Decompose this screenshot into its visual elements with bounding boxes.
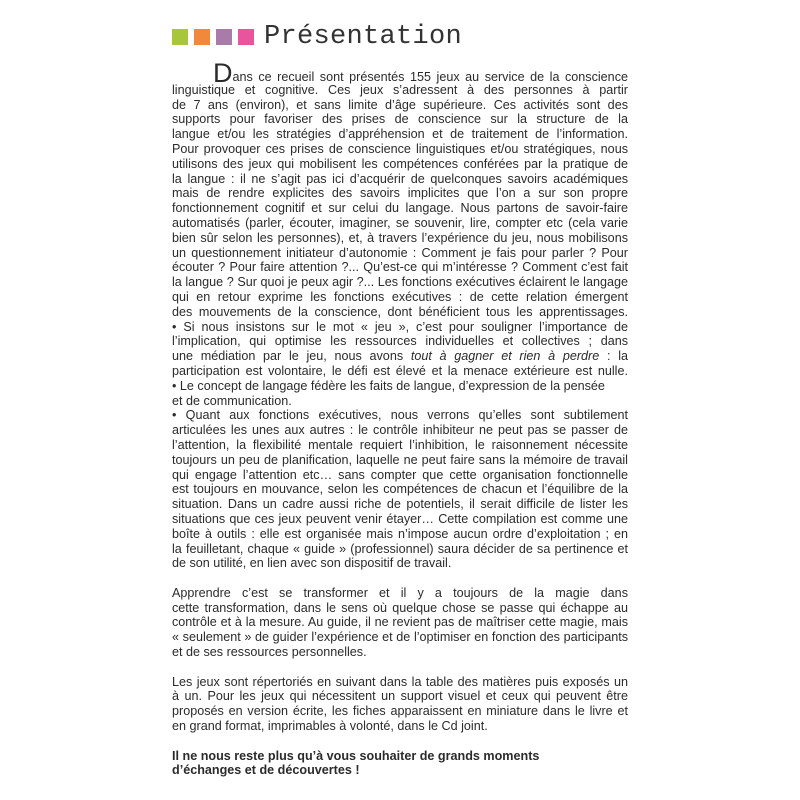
text-line: des mouvements de la conscience, dont bénéficient tous les apprentissages. <box>172 304 628 319</box>
text-line: un questionnement initiateur d’autonomie : Comment je fais pour parler ? Pour <box>172 245 628 260</box>
text-line: et de ses ressources personnelles. <box>172 645 367 660</box>
text-line: et de communication. <box>172 393 292 408</box>
paragraph-jeux <box>172 675 628 734</box>
text-line: participation est volontaire, le défi est élevé et la menace extérieure est nulle. <box>172 363 628 378</box>
italic-phrase: tout à gagner et rien à perdre <box>410 349 600 364</box>
text-line: la langue : il ne s’agit pas ici d’acquérir de quelconques savoirs académiques <box>172 171 628 186</box>
text-line: mais de rendre explicites des savoirs implicites que l’on a sur son propre <box>172 186 628 201</box>
text-line: Pour provoquer ces prises de conscience linguistiques et/ou stratégiques, nous <box>172 141 628 156</box>
paragraph-intro-end <box>172 364 628 379</box>
text-span: : la <box>599 349 628 364</box>
text-span: ans ce recueil sont présentés 155 jeux au service de la conscience <box>232 70 628 84</box>
color-square-orange <box>194 29 210 45</box>
text-line: qui en retour exprime les fonctions exécutives : de cette relation émergent <box>172 289 628 304</box>
text-line: fonctionnement cognitif et sur celui du langage. Nous partons de savoir-faire <box>172 201 628 216</box>
text-line: Il ne nous reste plus qu’à vous souhaiter de grands moments <box>172 748 540 763</box>
text-line: écouter ? Pour faire attention ?... Qu’est-ce qui m’intéresse ? Comment c’est fait <box>172 260 628 275</box>
text-line: de 7 ans (environ), et sans limite d’âge supérieure. Ces activités sont des <box>172 97 628 112</box>
text-line <box>172 58 628 88</box>
closing-statement <box>172 749 628 779</box>
paragraph-intro <box>172 58 628 349</box>
text-line: utilisons des jeux qui mobilisent les compétences conférées par la pratique de <box>172 156 628 171</box>
text-line: langue et/ou les stratégies d’appréhension et de traitement de l’information. <box>172 127 628 142</box>
text-line: de son utilité, en lien avec son dispositif de travail. <box>172 556 452 571</box>
text-line: • Si nous insistons sur le mot « jeu », c’est pour souligner l’importance de <box>172 319 628 334</box>
text-line: linguistique et cognitive. Ces jeux s’adressent à des personnes à partir <box>172 82 628 97</box>
text-line: l’attention, la flexibilité mentale requiert l’inhibition, le raisonnement nécessite <box>172 437 628 452</box>
text-line: cette transformation, dans le sens où quelque chose se passe qui échappe au <box>172 600 628 615</box>
text-line: à un. Pour les jeux qui nécessitent un support visuel et ceux qui peuvent être <box>172 689 628 704</box>
text-line: l’implication, qui optimise les ressources individuelles et collectives ; dans <box>172 334 628 349</box>
text-line: la feuilletant, chaque « guide » (professionnel) saura décider de sa pertinence et <box>172 541 628 556</box>
color-square-purple <box>216 29 232 45</box>
text-line: proposés en version écrite, les fiches apparaissent en miniature dans le livre et <box>172 704 628 719</box>
text-line: Les jeux sont répertoriés en suivant dans la table des matières puis exposés un <box>172 674 628 689</box>
text-line: • Le concept de langage fédère les faits de langue, d’expression de la pensée <box>172 378 605 393</box>
text-line: situations que ces jeux peuvent venir étayer… Cette compilation est comme une <box>172 511 628 526</box>
text-line: • Quant aux fonctions exécutives, nous verrons qu’elles sont subtilement <box>172 408 628 423</box>
drop-cap: D <box>213 58 233 88</box>
text-line: « seulement » de guider l’expérience et de l’optimiser en fonction des participants <box>172 630 628 645</box>
text-line: toujours un peu de planification, laquelle ne peut faire sans la mémoire de travail <box>172 452 628 467</box>
text-line: la langue ? Sur quoi je peux agir ?... Les fonctions exécutives éclairent le langage <box>172 275 628 290</box>
color-square-green <box>172 29 188 45</box>
paragraph-apprendre <box>172 586 628 660</box>
presentation-text <box>172 58 628 778</box>
text-line: qui engage l’attention etc… sans compter que cette organisation fonctionnelle <box>172 467 628 482</box>
text-line: automatisés (parler, écouter, imaginer, se souvenir, lire, compter etc (cela varie <box>172 215 628 230</box>
page-header <box>172 22 462 52</box>
paragraph-fonctions-executives <box>172 408 628 571</box>
text-line: articulées les unes aux autres : le contrôle inhibiteur ne peut pas se passer de <box>172 423 628 438</box>
text-line: bien sûr selon les personnes), et, à travers l’expérience du jeu, nous mobilisons <box>172 230 628 245</box>
text-line <box>172 349 628 364</box>
text-line: boîte à outils : elle est organisée mais n’impose aucun ordre d’exploitation ; en <box>172 526 628 541</box>
text-line: est toujours en mouvance, selon les compétences de chacun et l’équilibre de la <box>172 482 628 497</box>
text-line: supports pour favoriser des prises de conscience sur la structure de la <box>172 112 628 127</box>
color-square-pink <box>238 29 254 45</box>
text-line: Apprendre c’est se transformer et il y a toujours de la magie dans <box>172 585 628 600</box>
page-title: Présentation <box>264 22 463 52</box>
text-line: en grand format, imprimables à volonté, dans le Cd joint. <box>172 719 488 734</box>
text-span: une médiation par le jeu, nous avons <box>172 349 411 364</box>
text-line: contrôle et à la mesure. Au guide, il ne revient pas de maîtriser cette magie, mais <box>172 615 628 630</box>
text-line: d’échanges et de découvertes ! <box>172 763 360 778</box>
text-line: situation. Dans un cadre aussi riche de potentiels, il serait difficile de lister les <box>172 497 628 512</box>
paragraph-langage <box>172 379 628 409</box>
